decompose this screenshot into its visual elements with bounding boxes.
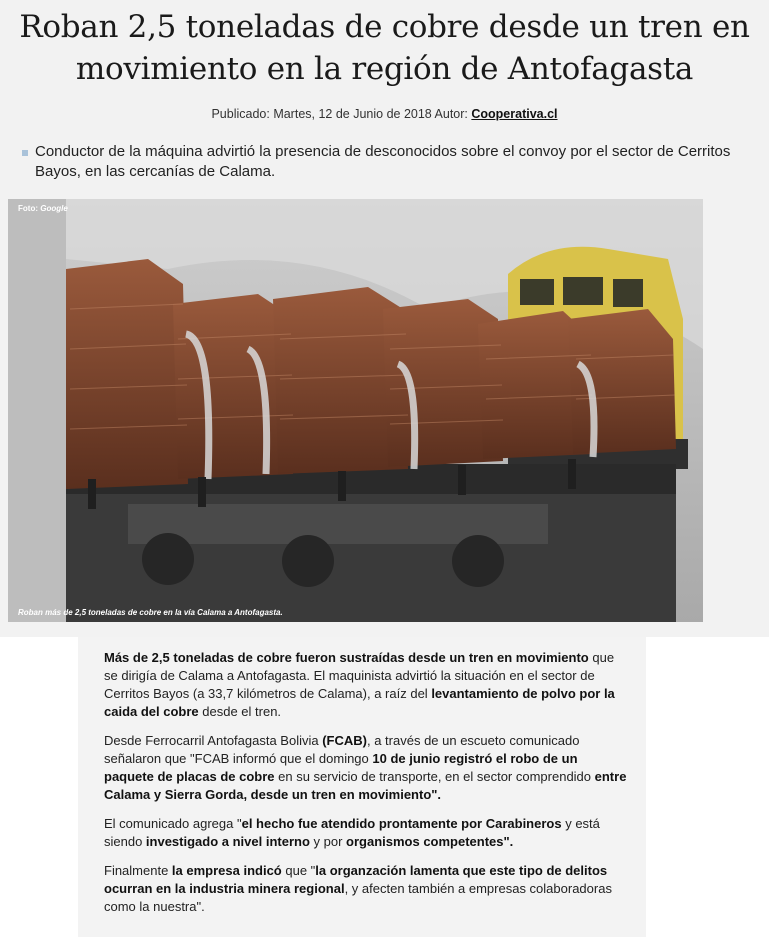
photo-caption: Roban más de 2,5 toneladas de cobre en la vía Calama a Antofagasta. bbox=[18, 608, 283, 617]
summary-text: Conductor de la máquina advirtió la presencia de desconocidos sobre el convoy por el sector de Cerritos Bayos, en las cercanías de Calama. bbox=[35, 143, 731, 180]
author-link[interactable]: Cooperativa.cl bbox=[471, 107, 558, 121]
bullet-icon bbox=[22, 150, 28, 156]
article-photo bbox=[8, 199, 703, 622]
article-body bbox=[78, 637, 646, 937]
copper-train-photo bbox=[8, 199, 703, 622]
paragraph-2: Desde Ferrocarril Antofagasta Bolivia (FCAB), a través de un escueto comunicado señalaron que "FCAB informó que el domingo 10 de junio registró el robo de un paquete de placas de cobre en su servicio de transporte, en el sector comprendido entre Calama y Sierra Gorda, desde un tren en movimiento". bbox=[104, 733, 627, 802]
headline: Roban 2,5 toneladas de cobre desde un tren en movimiento en la región de Antofagasta bbox=[19, 9, 750, 87]
paragraph-1: Más de 2,5 toneladas de cobre fueron sustraídas desde un tren en movimiento que se dirigía de Calama a Antofagasta. El maquinista advirtió la situación en el sector de Cerritos Bayos (a 33,7 kilómetros de Calama), a raíz del levantamiento de polvo por la caida del cobre desde el tren. bbox=[104, 650, 615, 719]
photo-credit: Foto: Google bbox=[18, 204, 68, 213]
paragraph-3: El comunicado agrega "el hecho fue atendido prontamente por Carabineros y está siendo investigado a nivel interno y por organismos competentes". bbox=[104, 816, 600, 849]
byline bbox=[0, 107, 769, 121]
byline-prefix: Publicado: Martes, 12 de Junio de 2018 Autor: bbox=[211, 107, 472, 121]
paragraph-4: Finalmente la empresa indicó que "la organzación lamenta que este tipo de delitos ocurran en la industria minera regional, y afecten también a empresas colaboradoras como la nuestra". bbox=[104, 863, 612, 914]
summary bbox=[22, 142, 752, 182]
